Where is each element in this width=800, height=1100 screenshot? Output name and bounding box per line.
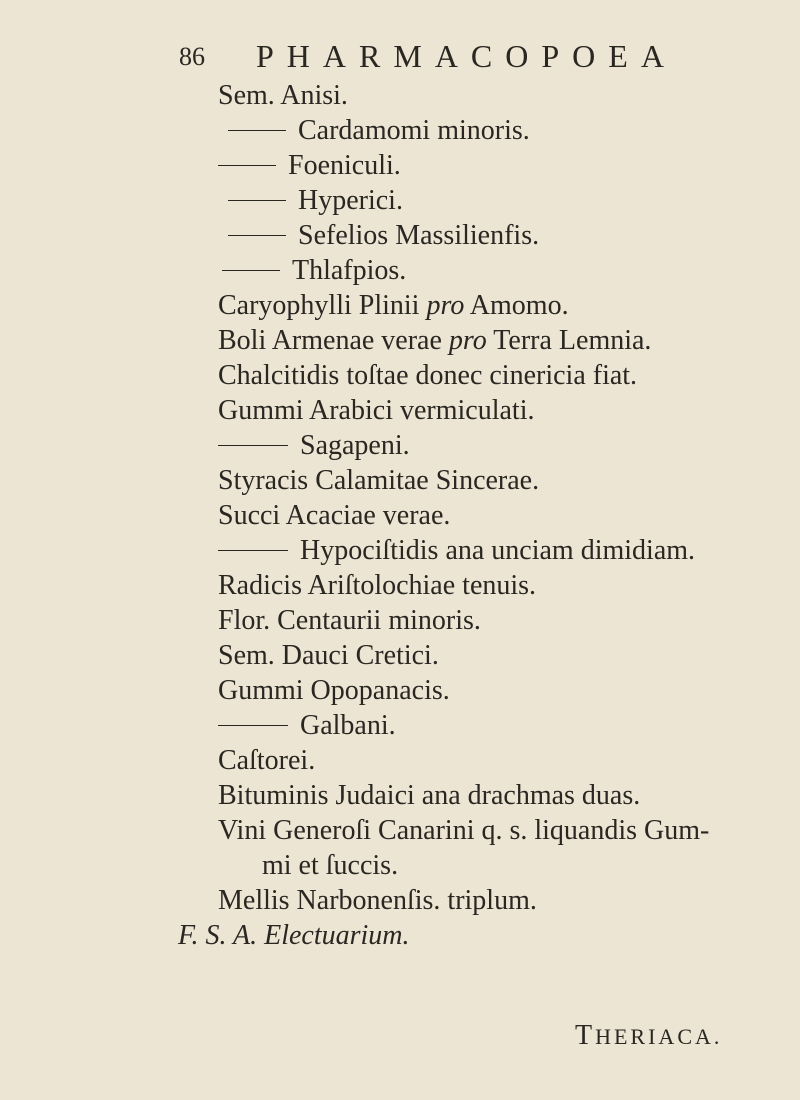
- ditto-dash: [228, 200, 286, 201]
- recipe-line: Mellis Narbonenſis. triplum.: [218, 885, 537, 916]
- recipe-line: Chalcitidis toſtae donec cinericia fiat.: [218, 360, 638, 391]
- recipe-line: Caſtorei.: [218, 745, 316, 776]
- recipe-line: Sefelios Massilienfis.: [228, 222, 539, 250]
- recipe-line: Bituminis Judaici ana drachmas duas.: [218, 780, 641, 811]
- recipe-line: Galbani.: [218, 712, 396, 740]
- recipe-line: Cardamomi minoris.: [228, 117, 530, 145]
- page-number: 86: [179, 42, 205, 71]
- recipe-line: Gummi Opopanacis.: [218, 675, 450, 706]
- ditto-dash: [222, 270, 280, 271]
- recipe-line: Hypociſtidis ana unciam dimidiam.: [218, 537, 695, 565]
- ditto-dash: [228, 235, 286, 236]
- recipe-line: Vini Generoſi Canarini q. s. liquandis Gum-: [218, 815, 710, 846]
- recipe-line: Succi Acaciae verae.: [218, 500, 451, 531]
- recipe-line: Sagapeni.: [218, 432, 410, 460]
- recipe-line: Sem. Anisi.: [218, 80, 348, 111]
- ditto-dash: [218, 445, 288, 446]
- recipe-line: Gummi Arabici vermiculati.: [218, 395, 535, 426]
- recipe-line: Styracis Calamitae Sincerae.: [218, 465, 540, 496]
- ditto-dash: [218, 550, 288, 551]
- recipe-line: Radicis Ariſtolochiae tenuis.: [218, 570, 537, 601]
- running-head: PHARMACOPOEA: [256, 38, 677, 74]
- ditto-dash: [218, 725, 288, 726]
- catchword: THERIACA.: [575, 1020, 723, 1051]
- ditto-dash: [228, 130, 286, 131]
- recipe-line: Sem. Dauci Cretici.: [218, 640, 439, 671]
- recipe-line-continued: mi et ſuccis.: [262, 850, 399, 881]
- page-header: [0, 38, 800, 78]
- recipe-line: Thlafpios.: [222, 257, 406, 285]
- recipe-line: Caryophylli Plinii pro Amomo.: [218, 290, 569, 321]
- closing-instruction: F. S. A. Electuarium.: [178, 920, 410, 951]
- recipe-line: Hyperici.: [228, 187, 403, 215]
- recipe-line: Boli Armenae verae pro Terra Lemnia.: [218, 325, 652, 356]
- ditto-dash: [218, 165, 276, 166]
- recipe-line: Flor. Centaurii minoris.: [218, 605, 481, 636]
- recipe-line: Foeniculi.: [218, 152, 401, 180]
